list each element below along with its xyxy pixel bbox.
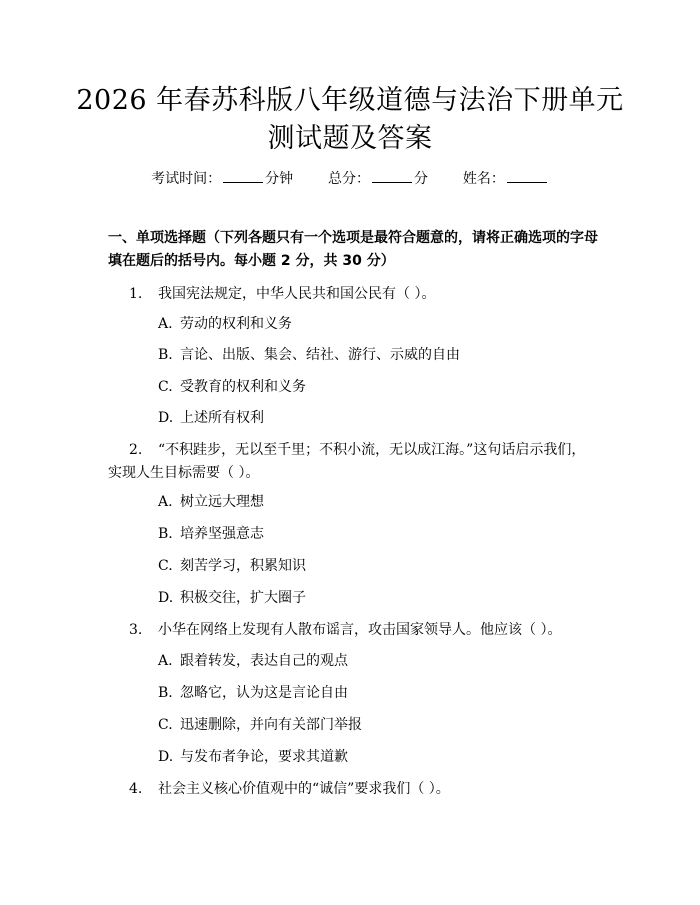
exam-time-unit: 分钟 [265,171,294,187]
question-3-option-c [158,715,362,735]
exam-meta [0,168,700,189]
question-text: 小华在网络上发现有人散布谣言，攻击国家领导人。他应该（ ）。 [158,622,562,638]
total-score-unit: 分 [414,171,428,187]
option-text: 忽略它，认为这是言论自由 [180,685,348,701]
total-score-label: 总分： [328,171,370,187]
question-2-option-b [158,524,264,544]
page-title-line-1: 2026 年春苏科版八年级道德与法治下册单元 [76,85,624,116]
question-3-option-a [158,651,348,671]
question-3-option-d [158,747,348,767]
section-1-heading: 一、单项选择题（下列各题只有一个选项是最符合题意的，请将正确选项的字母填在题后的括号内。每小题 2 分，共 30 分） [108,230,598,269]
option-letter: C. [158,558,173,574]
question-text-line-2: 实现人生目标需要（ ）。 [108,465,260,481]
question-number: 3. [129,622,143,638]
option-text: 受教育的权利和义务 [180,379,306,395]
option-letter: A. [158,653,173,669]
question-1-option-b [158,345,460,365]
question-text: 我国宪法规定，中华人民共和国公民有（ ）。 [158,286,436,302]
question-number: 4. [129,781,143,797]
option-text: 树立远大理想 [180,494,264,510]
question-text-line-1: “不积跬步，无以至千里；不积小流，无以成江海。”这句话启示我们， [158,442,586,458]
student-name-blank [507,168,547,183]
question-3 [108,619,600,642]
option-letter: C. [158,717,173,733]
option-text: 刻苦学习，积累知识 [180,558,306,574]
option-text: 积极交往，扩大圈子 [180,590,306,606]
option-letter: D. [158,749,174,765]
option-text: 迅速删除，并向有关部门举报 [180,717,362,733]
option-letter: A. [158,494,173,510]
option-letter: A. [158,316,173,332]
option-letter: B. [158,526,173,542]
page-title-line-2: 测试题及答案 [267,123,433,154]
option-letter: D. [158,590,174,606]
question-1-option-a [158,314,292,334]
question-2-option-d [158,588,306,608]
exam-time-blank [223,168,263,183]
question-2 [108,439,600,485]
student-name-label: 姓名： [462,171,505,187]
question-2-option-c [158,556,306,576]
option-letter: B. [158,685,173,701]
student-name-field [463,168,549,189]
question-2-option-a [158,492,264,512]
question-4 [108,778,600,801]
question-1-option-d [158,408,264,428]
total-score-blank [372,168,412,183]
option-text: 培养坚强意志 [180,526,264,542]
option-letter: C. [158,379,173,395]
question-3-option-b [158,683,348,703]
question-1 [108,283,600,306]
question-number: 1. [129,286,143,302]
option-text: 上述所有权利 [180,410,264,426]
option-text: 劳动的权利和义务 [180,316,292,332]
question-1-option-c [158,377,306,397]
option-text: 与发布者争论，要求其道歉 [180,749,348,765]
option-text: 言论、出版、集会、结社、游行、示威的自由 [180,347,460,363]
option-letter: D. [158,410,174,426]
question-text: 社会主义核心价值观中的“诚信”要求我们（ ）。 [158,781,450,797]
total-score-field [328,168,428,189]
option-letter: B. [158,347,173,363]
exam-time-label: 考试时间： [151,171,222,187]
exam-time-field [151,168,293,189]
question-number: 2. [129,442,143,458]
option-text: 跟着转发，表达自己的观点 [180,653,348,669]
